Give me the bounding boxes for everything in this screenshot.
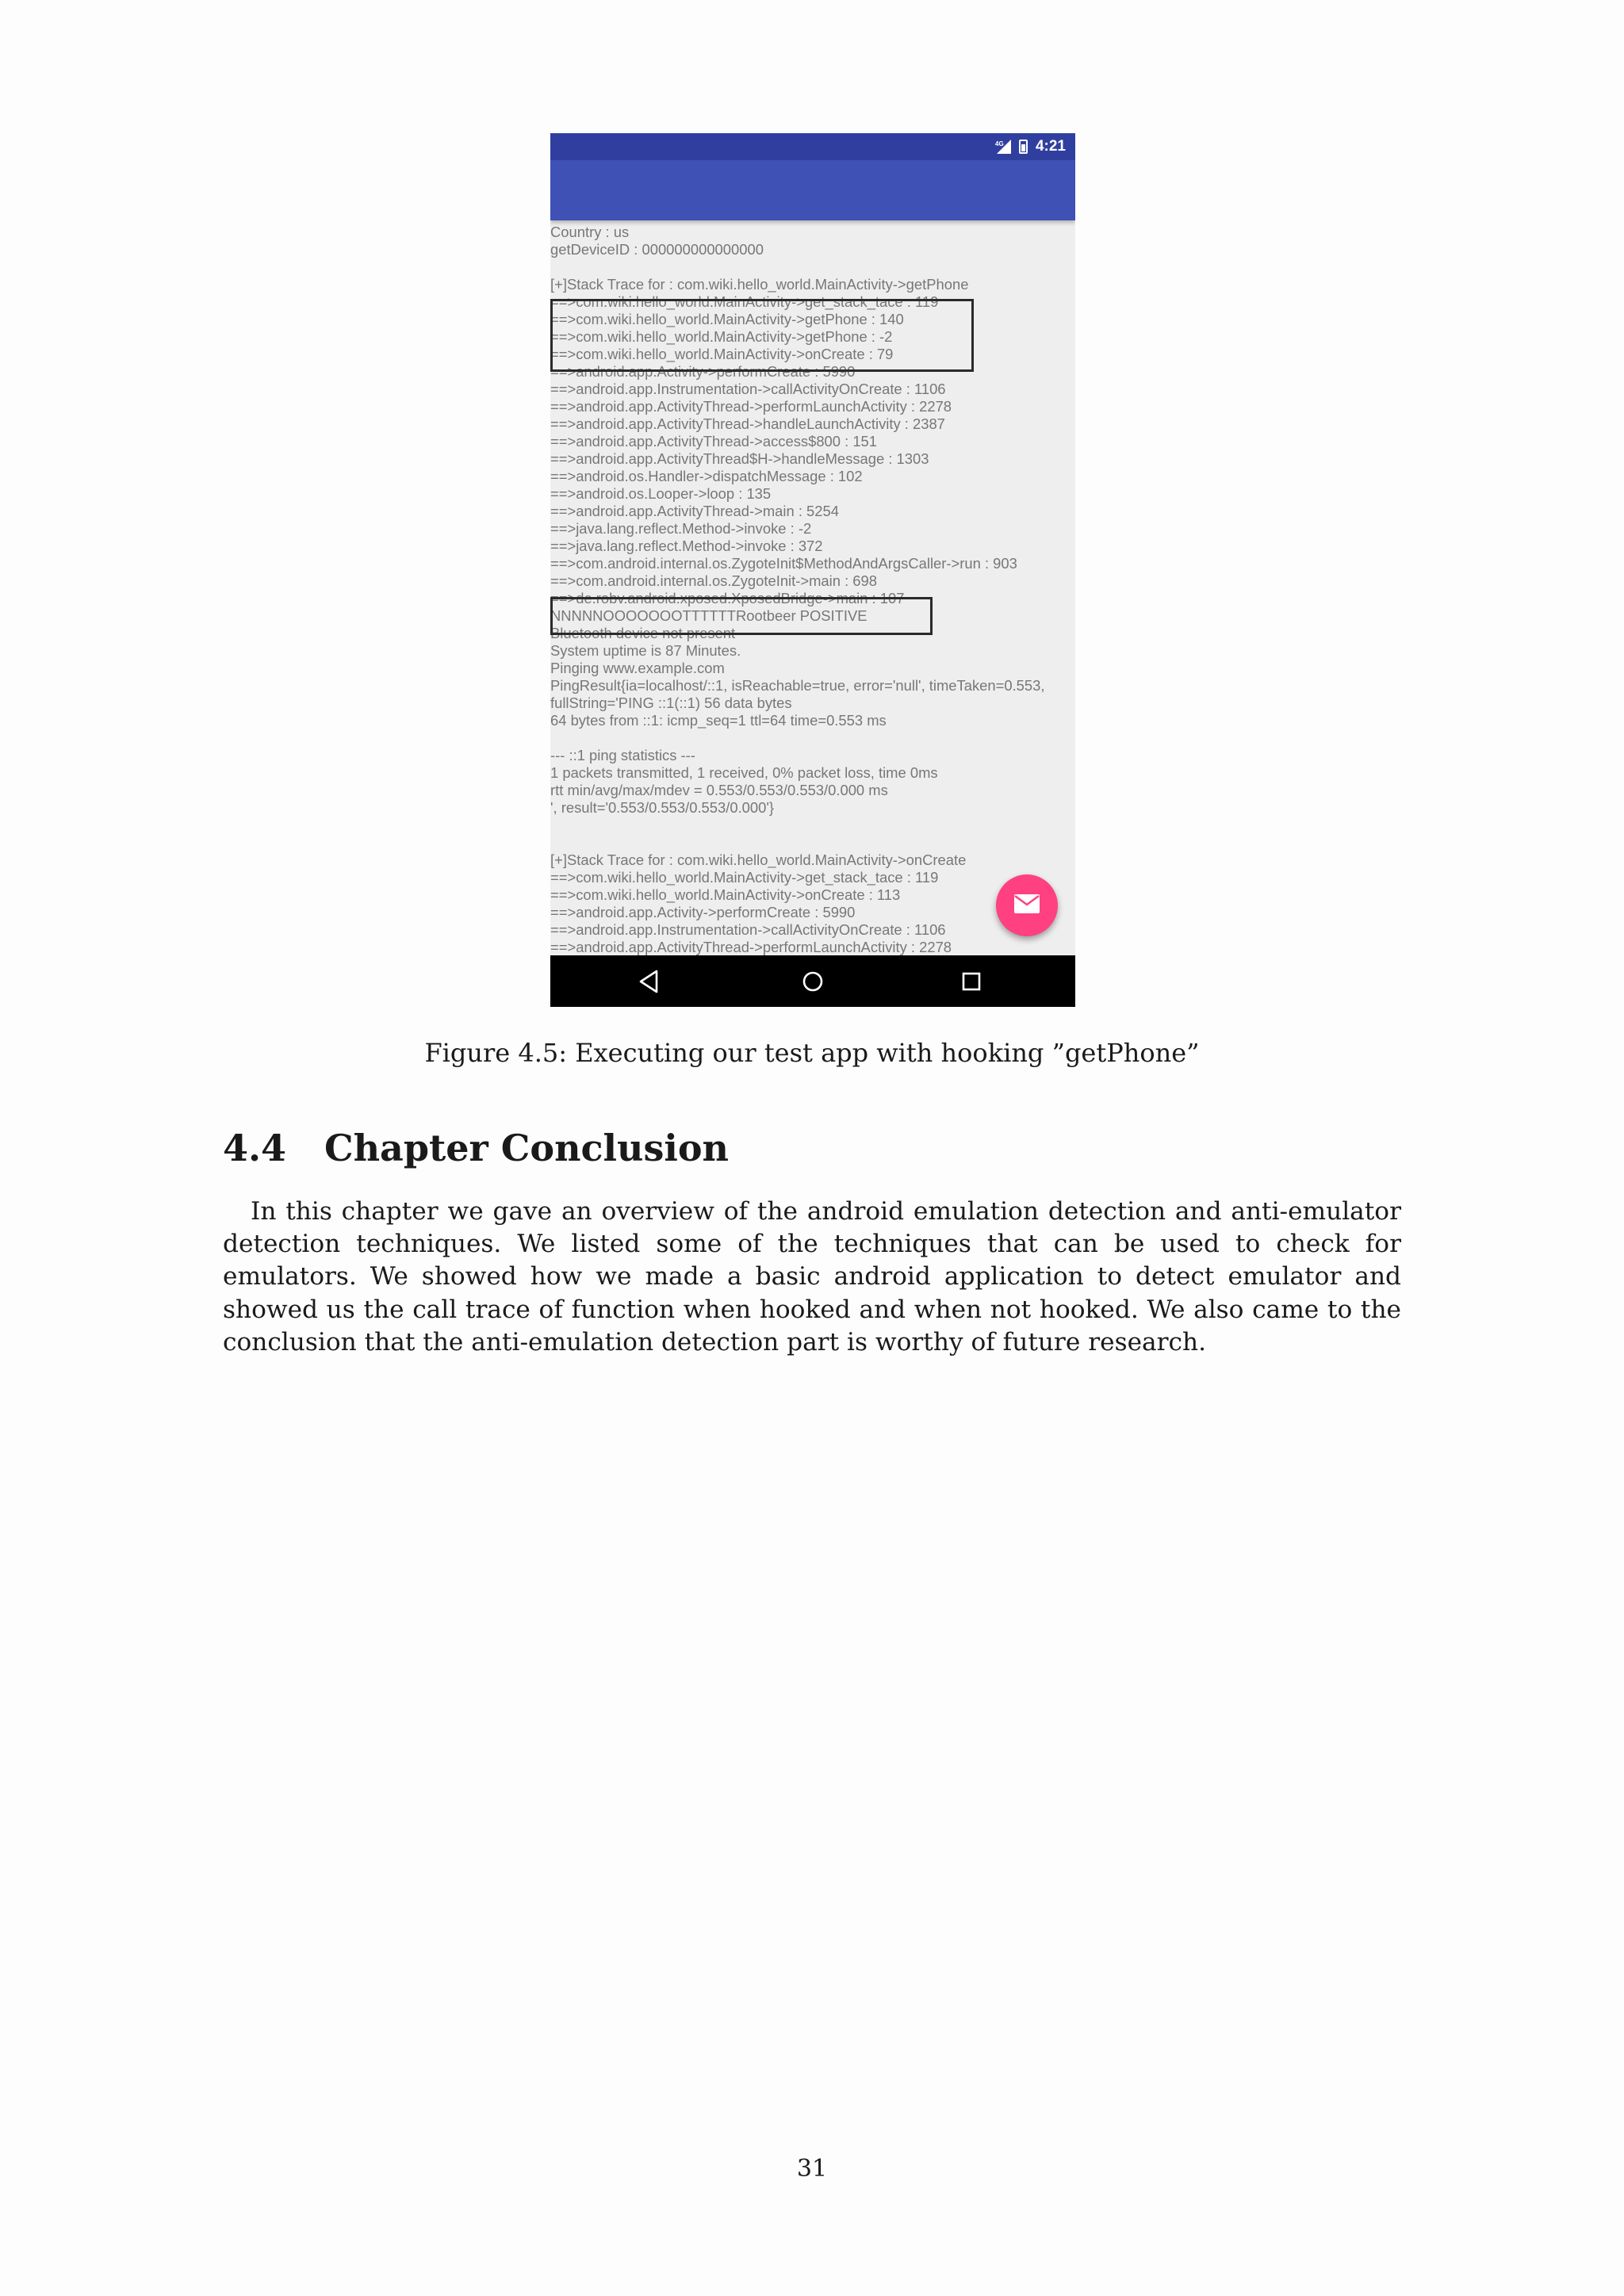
highlight-box-getphone-trace [550,299,974,372]
log-line: ==>android.app.Activity->performCreate : 5990 [550,904,856,920]
mail-icon [1013,894,1040,917]
app-toolbar [550,160,1075,220]
log-line: ==>com.wiki.hello_world.MainActivity->onCreate : 113 [550,886,901,903]
log-line: ==>android.os.Looper->loop : 135 [550,485,772,502]
log-line: ==>de.robv.android.xposed.XposedBridge->main : 107 [550,590,905,607]
battery-icon [1019,140,1028,154]
log-line: rtt min/avg/max/mdev = 0.553/0.553/0.553/0.000 ms [550,782,888,798]
mail-fab-button[interactable] [996,874,1058,936]
figure-caption: Figure 4.5: Executing our test app with hooking ”getPhone” [424,1038,1200,1068]
section-heading [223,1124,729,1172]
section-title: Chapter Conclusion [324,1127,729,1169]
log-line: PingResult{ia=localhost/::1, isReachable=true, error='null', timeTaken=0.553, [550,677,1045,694]
log-line: ', result='0.553/0.553/0.553/0.000'} [550,799,775,816]
log-line: ==>com.wiki.hello_world.MainActivity->getPhone : 140 [550,311,904,327]
log-line: 64 bytes from ::1: icmp_seq=1 ttl=64 time=0.553 ms [550,712,887,729]
log-line: fullString='PING ::1(::1) 56 data bytes [550,695,792,711]
page-number: 31 [796,2155,828,2183]
navigation-bar [550,955,1075,1007]
back-icon[interactable] [635,968,662,995]
log-line: System uptime is 87 Minutes. [550,642,741,659]
network-type-label: 4G [994,140,1004,147]
log-line: --- ::1 ping statistics --- [550,747,695,763]
recents-icon[interactable] [958,968,985,995]
log-line: ==>android.app.ActivityThread->performLaunchActivity : 2278 [550,398,952,415]
log-line: ==>com.wiki.hello_world.MainActivity->get_stack_tace : 119 [550,869,939,886]
log-line [550,817,1075,834]
log-line: ==>com.android.internal.os.ZygoteInit->main : 698 [550,572,877,589]
log-line: ==>android.app.Instrumentation->callActivityOnCreate : 1106 [550,381,946,397]
log-line: ==>com.wiki.hello_world.MainActivity->get_stack_tace : 119 [550,293,939,310]
log-line: Bluetooth device not present [550,625,736,641]
log-line: ==>android.app.ActivityThread->access$800 : 151 [550,433,878,450]
home-icon[interactable] [799,968,826,995]
log-line: [+]Stack Trace for : com.wiki.hello_world.MainActivity->getPhone [550,276,969,293]
status-time: 4:21 [1035,138,1066,155]
highlight-box-xposed-rootbeer [550,597,933,635]
log-line: ==>android.app.ActivityThread->performLaunchActivity : 2278 [550,939,952,955]
log-line: ==>android.app.ActivityThread$H->handleMessage : 1303 [550,450,929,467]
log-line: ==>android.app.ActivityThread->handleLaunchActivity : 2387 [550,415,945,432]
log-line: ==>com.wiki.hello_world.MainActivity->onCreate : 79 [550,346,894,362]
status-icons [995,133,1066,160]
log-line: ==>java.lang.reflect.Method->invoke : -2 [550,520,812,537]
log-line: ==>android.app.ActivityThread->main : 5254 [550,503,839,519]
section-number: 4.4 [223,1127,287,1169]
log-line: Country : us [550,224,630,240]
log-line: ==>com.android.internal.os.ZygoteInit$MethodAndArgsCaller->run : 903 [550,555,1017,572]
log-line: ==>android.app.Activity->performCreate : 5990 [550,363,856,380]
signal-icon [995,140,1011,154]
log-line: ==>com.wiki.hello_world.MainActivity->getPhone : -2 [550,328,893,345]
log-line: 1 packets transmitted, 1 received, 0% packet loss, time 0ms [550,764,938,781]
log-line: ==>android.os.Handler->dispatchMessage : 102 [550,468,863,484]
log-line: ==>android.app.Instrumentation->callActivityOnCreate : 1106 [550,921,946,938]
log-line [550,834,1075,851]
body-paragraph: In this chapter we gave an overview of the android emulation detection and anti-emulator detection techniques. We listed some of the techniques that can be used to check for emulators. We showed how we made a basic android application to detect emulator and showed us the call trace of function when hooked and when not hooked. We also came to the conclusion that the anti-emulation detection part is worthy of future research. [223,1197,1401,1357]
app-screenshot [550,133,1075,1007]
status-bar [550,133,1075,160]
log-line: getDeviceID : 000000000000000 [550,241,764,258]
log-line: [+]Stack Trace for : com.wiki.hello_world.MainActivity->onCreate [550,851,967,868]
log-line [550,729,1075,747]
log-line: Pinging www.example.com [550,660,725,676]
log-line [550,258,1075,276]
log-line: NNNNNOOOOOOOTTTTTTRootbeer POSITIVE [550,607,868,624]
log-line: ==>java.lang.reflect.Method->invoke : 372 [550,538,823,554]
